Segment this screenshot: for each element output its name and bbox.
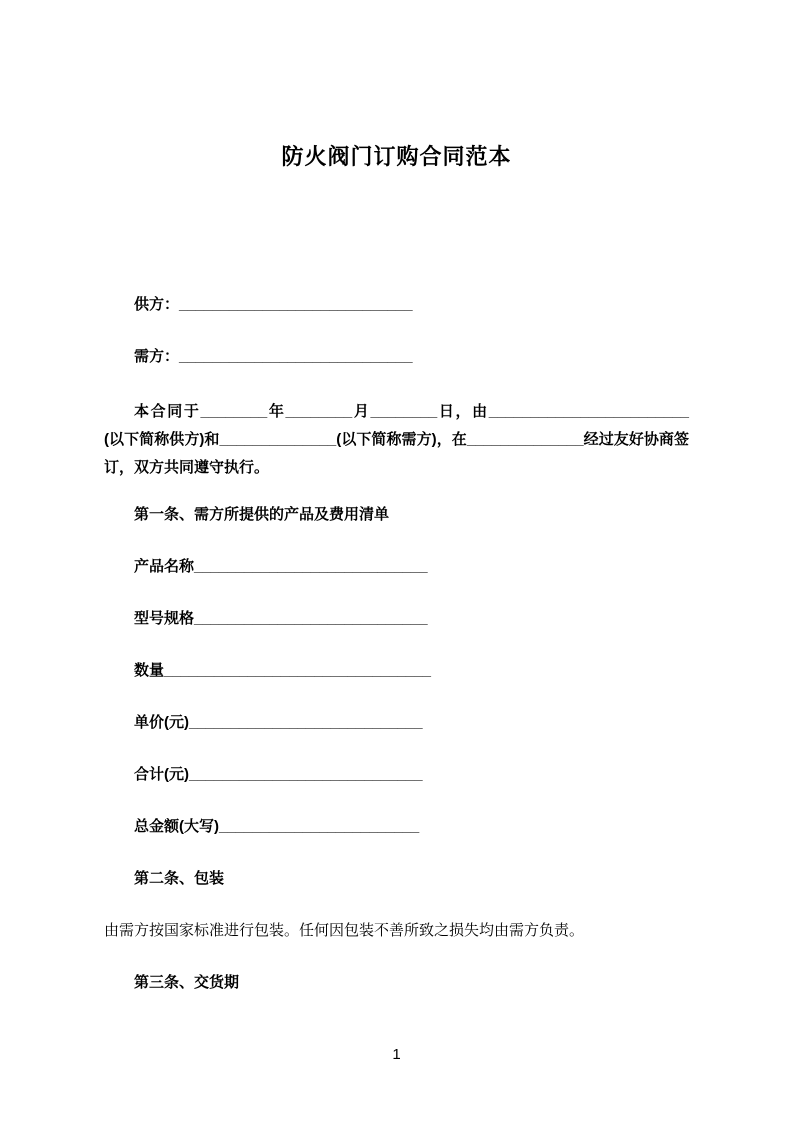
article2-heading: 第二条、包装 (134, 870, 225, 887)
total-amount-words-blank-line: 总金额(大写)________________________ (134, 818, 420, 835)
buyer-blank-line: 需方：____________________________ (134, 348, 413, 365)
contract-intro-paragraph: 本合同于________年________月________日，由________________________(以下简称供方)和______________(以下简称需方)，在______________经过友好协商签订，双方共同遵守执行。 (104, 403, 689, 476)
article1-heading: 第一条、需方所提供的产品及费用清单 (134, 506, 390, 523)
article2-body: 由需方按国家标准进行包装。任何因包装不善所致之损失均由需方负责。 (104, 922, 585, 939)
model-spec-blank-line: 型号规格____________________________ (134, 610, 428, 627)
article3-heading: 第三条、交货期 (134, 974, 240, 991)
product-name-blank-line: 产品名称____________________________ (134, 558, 428, 575)
unit-price-blank-line: 单价(元)____________________________ (134, 714, 423, 731)
document-title: 防火阀门订购合同范本 (281, 144, 512, 169)
page-number: 1 (392, 1046, 401, 1063)
quantity-blank-line: 数量________________________________ (134, 662, 431, 679)
supplier-blank-line: 供方：____________________________ (134, 296, 413, 313)
total-blank-line: 合计(元)____________________________ (134, 766, 423, 783)
